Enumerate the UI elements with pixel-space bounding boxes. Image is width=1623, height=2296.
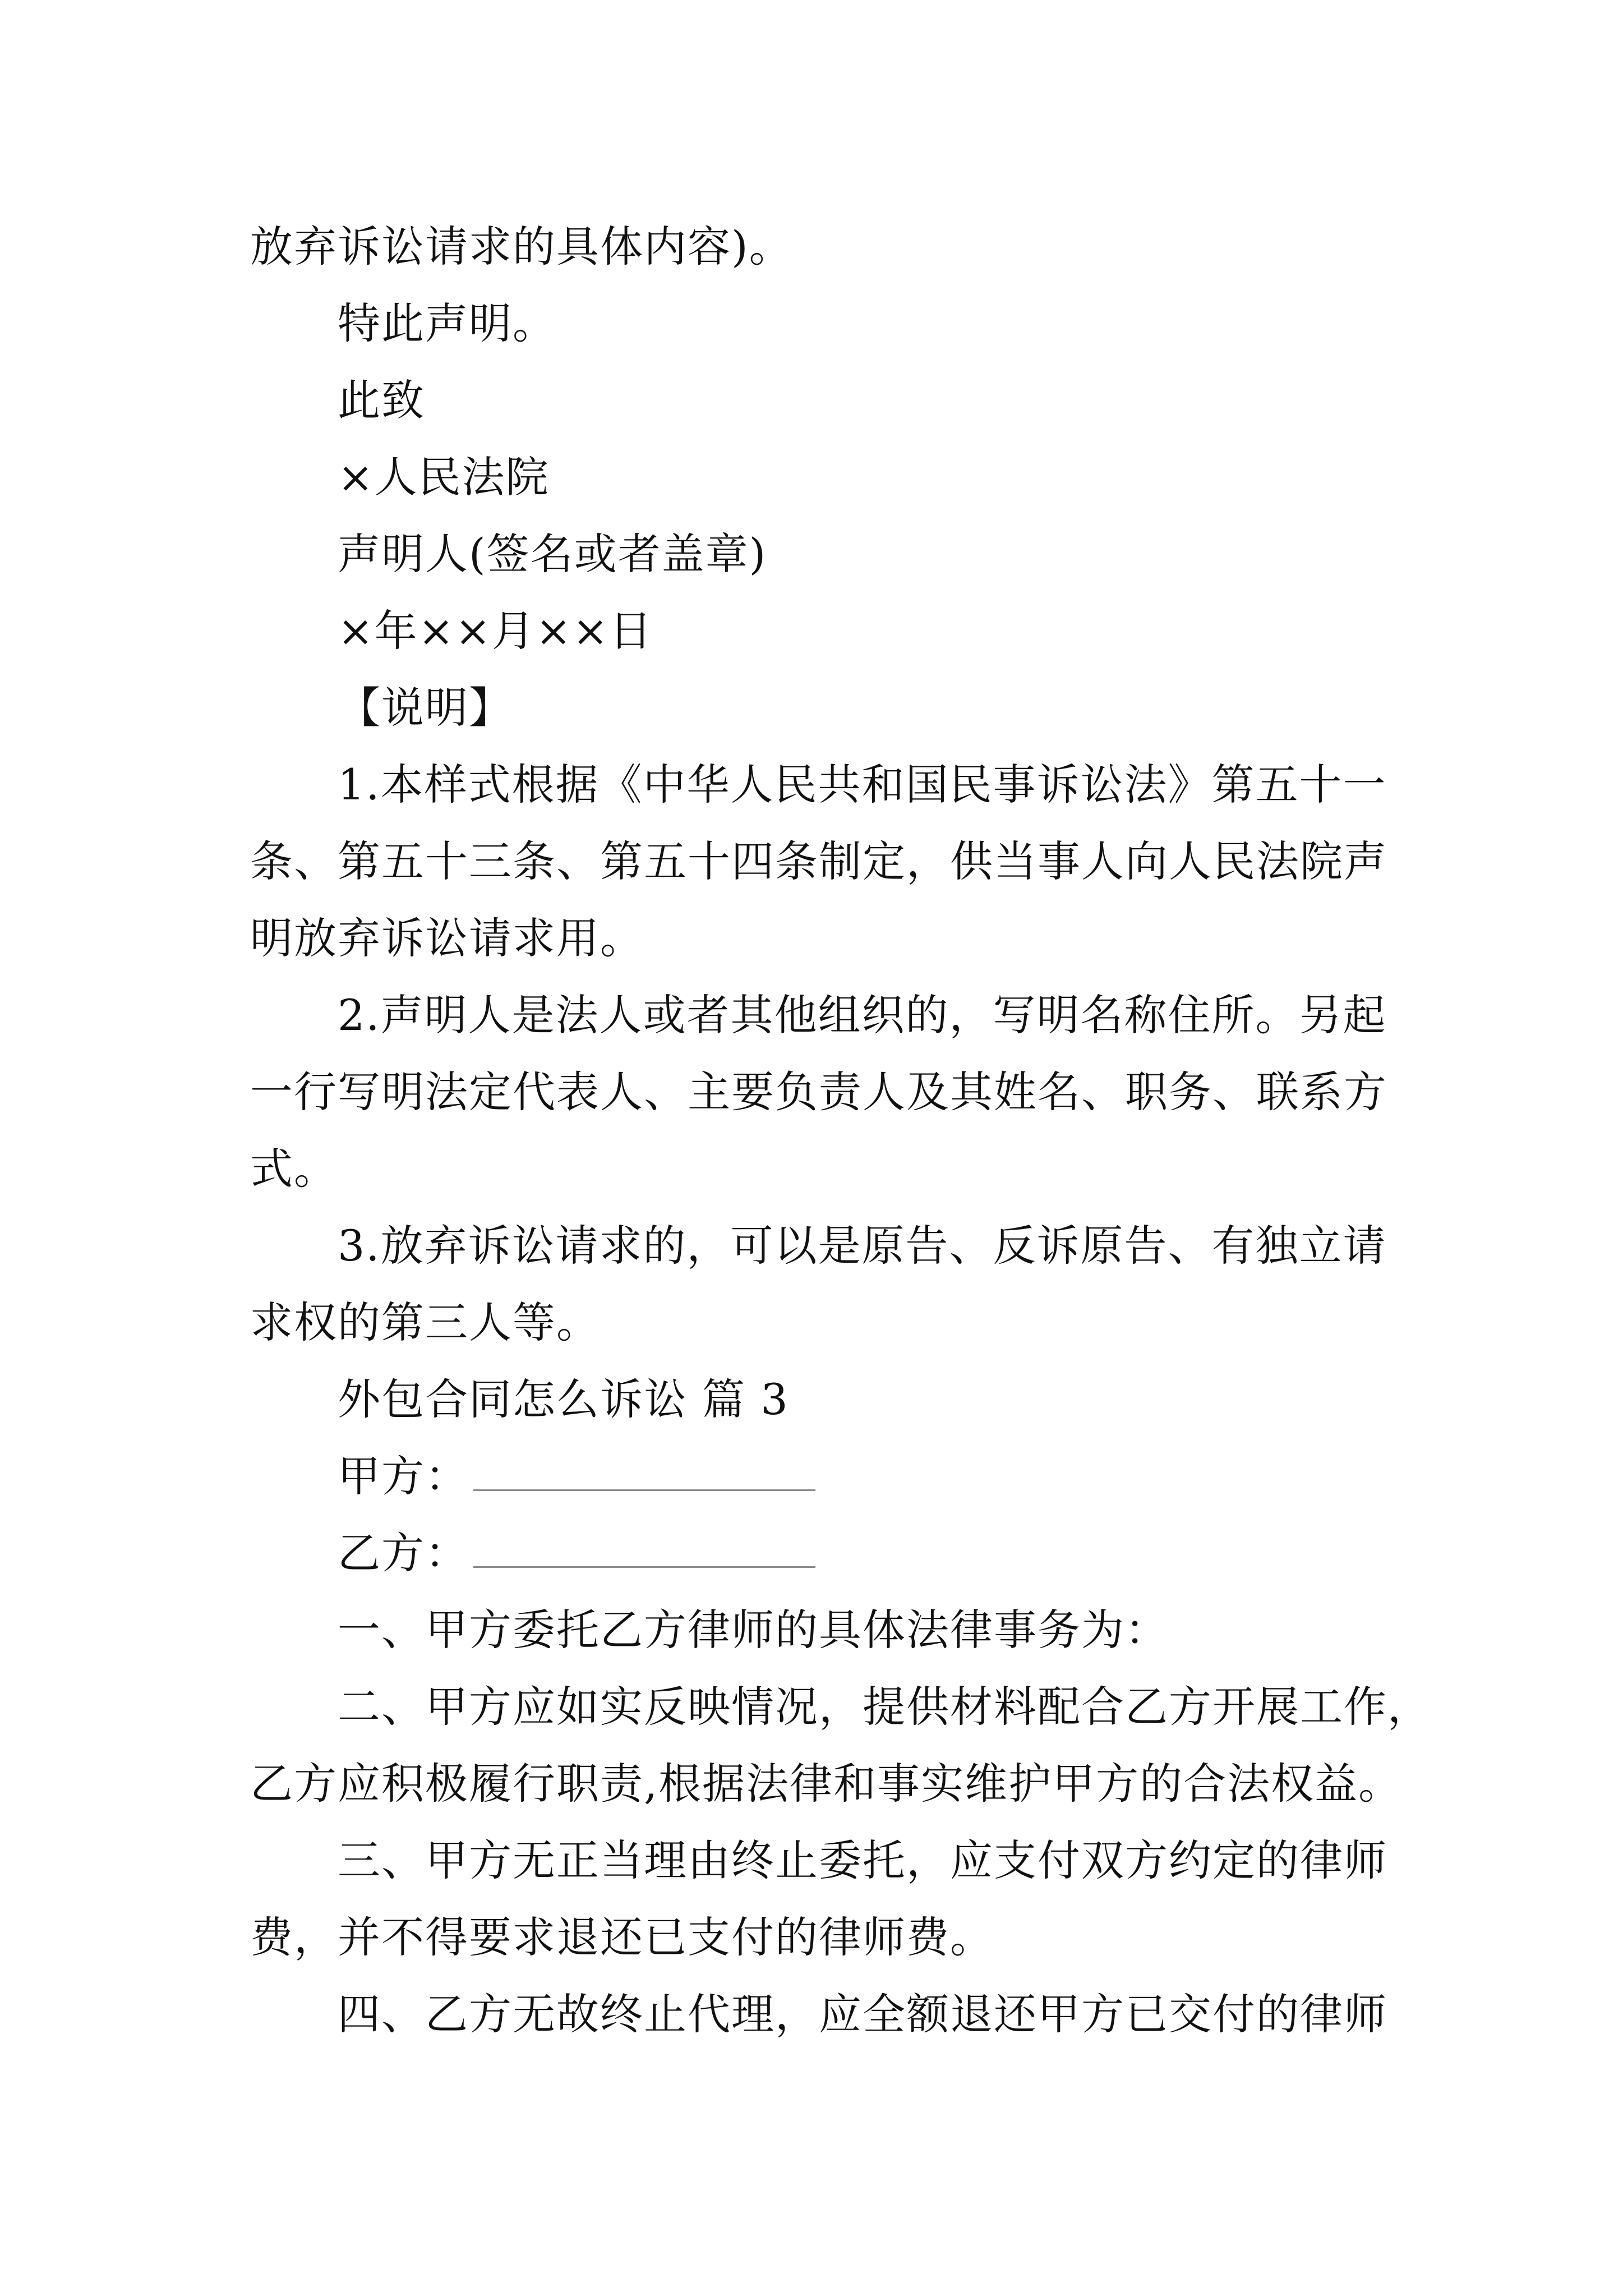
- text-line: 二、甲方应如实反映情况，提供材料配合乙方开展工作，: [338, 1682, 1431, 1732]
- party-b-line: [338, 1525, 1476, 1581]
- text-line: 条、第五十三条、第五十四条制定，供当事人向人民法院声: [250, 836, 1387, 886]
- text-line: 此致: [338, 375, 425, 425]
- text-line: 放弃诉讼请求的具体内容)。: [250, 222, 793, 272]
- text-line: 3.放弃诉讼请求的，可以是原告、反诉原告、有独立请: [338, 1221, 1387, 1271]
- text-line: 费，并不得要求退还已支付的律师费。: [250, 1912, 994, 1962]
- text-line: 声明人(签名或者盖章): [338, 529, 767, 579]
- text-line: 四、乙方无故终止代理，应全额退还甲方已交付的律师: [338, 1989, 1387, 2039]
- text-line: ×人民法院: [338, 452, 550, 502]
- text-line: 三、甲方无正当理由终止委托，应支付双方约定的律师: [338, 1835, 1387, 1885]
- text-line: 特此声明。: [338, 298, 556, 348]
- text-line: 乙方应积极履行职责,根据法律和事实维护甲方的合法权益。: [250, 1759, 1403, 1809]
- party-a-label: 甲方：: [338, 1451, 469, 1501]
- party-a-blank: [473, 1487, 815, 1491]
- text-line: 2.声明人是法人或者其他组织的，写明名称住所。另起: [338, 990, 1387, 1040]
- text-line: 求权的第三人等。: [250, 1297, 600, 1347]
- party-b-label: 乙方：: [338, 1528, 469, 1578]
- section-title: 外包合同怎么诉讼 篇 3: [338, 1374, 789, 1424]
- party-b-blank: [473, 1564, 815, 1568]
- section-heading: 【说明】: [338, 683, 513, 733]
- text-line: 明放弃诉讼请求用。: [250, 913, 644, 963]
- text-line: 一、甲方委托乙方律师的具体法律事务为：: [338, 1605, 1169, 1655]
- text-line: 1.本样式根据《中华人民共和国民事诉讼法》第五十一: [338, 760, 1387, 809]
- party-a-line: [338, 1448, 1476, 1504]
- text-line: 式。: [250, 1144, 338, 1194]
- text-line: 一行写明法定代表人、主要负责人及其姓名、职务、联系方: [250, 1067, 1387, 1117]
- text-line: ×年××月××日: [338, 606, 653, 656]
